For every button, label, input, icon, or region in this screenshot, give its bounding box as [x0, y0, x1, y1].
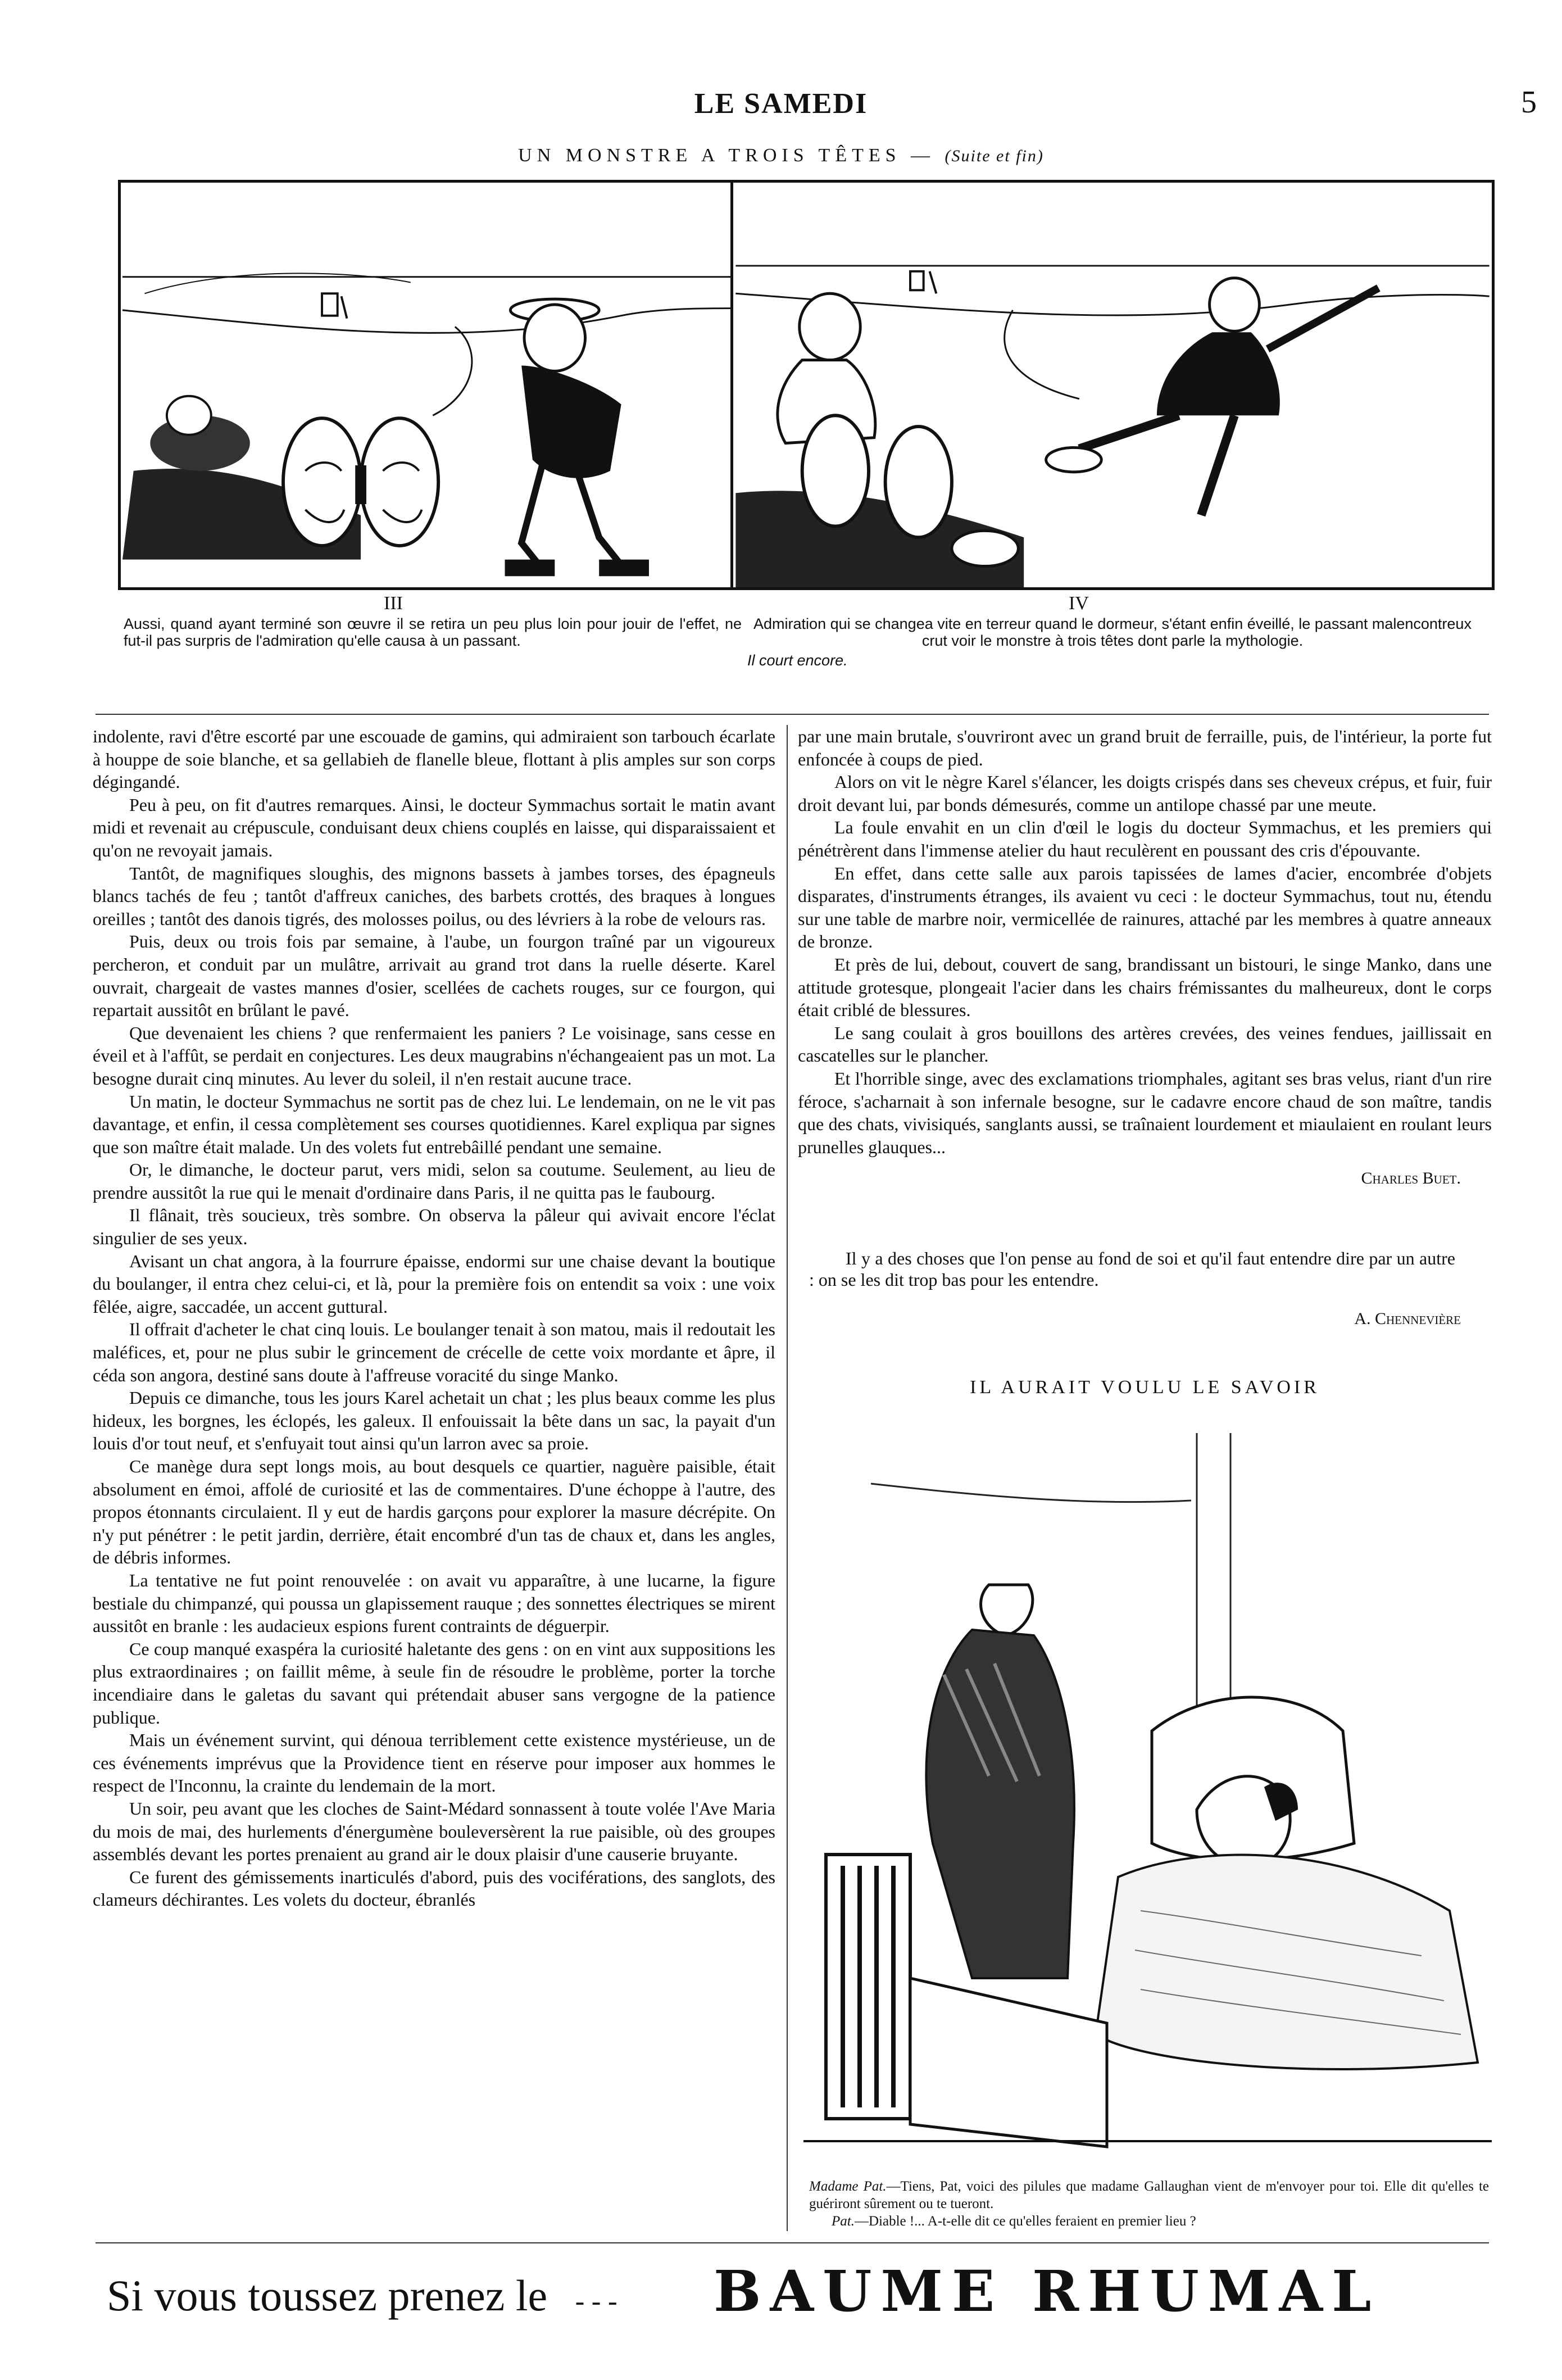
paragraph: Ce manège dura sept longs mois, au bout desquels ce quartier, naguère paisible, était absolument en émoi, affolé de curiosité et las de commentaires. D'une échoppe à l'autre, des propos étonnants circulaient. Il y eut de hardis garçons pour explorer la masure décrépite. On n'y put pénétrer : le petit jardin, derrière, était encombré d'un tas de chaux et, dans les angles, de débris informes.: [93, 1456, 775, 1568]
caption-line-2: [809, 2213, 1489, 2230]
ad-slogan: [107, 2270, 617, 2321]
comic-panel-4: [730, 180, 1495, 590]
caption-line-1: [809, 2178, 1489, 2213]
paragraph: Un matin, le docteur Symmachus ne sortit pas de chez lui. Le lendemain, on ne le vit pas davantage, et enfin, il cessa complètement ses courses quotidiennes. Karel expliqua par signes que son maître était malade. Un des volets fut entrebâillé pendant une semaine.: [93, 1091, 775, 1157]
quote-text: Il y a des choses que l'on pense au fond de soi et qu'il faut entendre dire par un autre : on se les dit trop bas pour les entendre.: [809, 1248, 1455, 1290]
author-signature: Charles Buet.: [1361, 1169, 1461, 1187]
strip-title-suffix: (Suite et fin): [945, 147, 1044, 165]
paragraph: Alors on vit le nègre Karel s'élancer, les doigts crispés dans ses cheveux crépus, et fuir, fuir droit devant lui, par bonds démesurés, comme un antilope chassé par une meute.: [798, 772, 1492, 815]
illustration-caption: [809, 2178, 1489, 2230]
panel-4-number: IV: [1069, 593, 1089, 614]
illustration-title: IL AURAIT VOULU LE SAVOIR: [970, 1377, 1320, 1398]
comic-panel-3: [118, 180, 773, 590]
paragraph: par une main brutale, s'ouvriront avec un grand bruit de ferraille, puis, de l'intérieur, la porte fut enfoncée à coups de pied.: [798, 726, 1492, 769]
ad-slogan-text: Si vous toussez prenez le: [107, 2271, 548, 2320]
panel-4-drawing: [733, 183, 1492, 587]
illustration-sick-man-in-bed: [803, 1416, 1492, 2164]
ad-product-name: BAUME RHUMAL: [714, 2258, 1381, 2324]
paragraph: Ce coup manqué exaspéra la curiosité haletante des gens : on en vint aux suppositions les plus extraordinaires ; on faillit même, à seule fin de résoudre le problème, porter la torche incendiaire dans le galetas du savant qui prétendait abuser sans vergogne de la patience publique.: [93, 1638, 775, 1728]
ad-dashes: - - -: [575, 2285, 617, 2316]
paragraph: Et l'horrible singe, avec des exclamations triomphales, agitant ses bras velus, riant d'un rire féroce, s'acharnait à son infernale besogne, sur le cadavre encore chaud de son maître, tandis que des chats, vivisiqués, sanglants aussi, se traînaient lourdement et miaulaient en roulant leurs prunelles glauques...: [798, 1068, 1492, 1157]
page-number: 5: [1521, 85, 1537, 120]
panel-4-caption-tail: Il court encore.: [747, 652, 848, 669]
paragraph: La tentative ne fut point renouvelée : on avait vu apparaître, à une lucarne, la figure bestiale du chimpanzé, qui poussa un glapissement rauque ; des sonnettes électriques se mirent aussitôt en branle : les audacieux espions furent contraints de déguerpir.: [93, 1570, 775, 1636]
strip-title-text: UN MONSTRE A TROIS TÊTES: [518, 145, 901, 166]
footer-divider: [96, 2242, 1489, 2243]
panel-3-caption: Aussi, quand ayant terminé son œuvre il se retira un peu plus loin pour jouir de l'effet, ne fut-il pas surpris de l'admiration qu'elle causa à un passant.: [124, 615, 742, 649]
paragraph: Mais un événement survint, qui dénoua terriblement cette existence mystérieuse, un de ces événements imprévus que la Providence tient en réserve pour imposer aux hommes le respect de l'Inconnu, la crainte du lendemain de la mort.: [93, 1730, 775, 1796]
paragraph: Depuis ce dimanche, tous les jours Karel achetait un chat ; les plus beaux comme les plus hideux, les borgnes, les éclopés, les galeux. Il enfouissait la bête dans un sac, la payait d'un louis d'or tout neuf, et s'enfuyait tout ainsi qu'un larron avec sa proie.: [93, 1388, 775, 1454]
panel-3-drawing: [121, 183, 770, 587]
paragraph: La foule envahit en un clin d'œil le logis du docteur Symmachus, et les premiers qui pénétrèrent dans l'immense atelier du haut reculèrent en poussant des cris d'épouvante.: [798, 817, 1492, 860]
caption-speaker-2: Pat.: [832, 2214, 855, 2229]
panel-4-caption: Admiration qui se changea vite en terreur quand le dormeur, s'étant enfin éveillé, le passant malencontreux crut voir le monstre à trois têtes dont parle la mythologie.: [753, 615, 1472, 649]
caption-text-2: —Diable !... A-t-elle dit ce qu'elles feraient en premier lieu ?: [854, 2214, 1196, 2229]
article-left-column: [93, 725, 775, 1911]
article-right-column: [798, 725, 1492, 1158]
paragraph: Puis, deux ou trois fois par semaine, à l'aube, un fourgon traîné par un vigoureux percheron, et conduit par un mulâtre, arrivait au grand trot dans la ruelle déserte. Karel ouvrait, chargeait de vastes mannes d'osier, scellées de cachets rouges, sur ce fourgon, qui repartait aussitôt en brûlant le pavé.: [93, 931, 775, 1021]
illustration-drawing: [803, 1416, 1492, 2164]
column-divider: [787, 725, 788, 2231]
caption-speaker-1: Madame Pat.: [809, 2179, 887, 2194]
panel-3-number: III: [384, 593, 403, 614]
paragraph: Avisant un chat angora, à la fourrure épaisse, endormi sur une chaise devant la boutique du boulanger, il entra chez celui-ci, et là, pour la première fois on entendit sa voix : une voix fêlée, aigre, saccadée, un accent guttural.: [93, 1250, 775, 1317]
paragraph: Un soir, peu avant que les cloches de Saint-Médard sonnassent à toute volée l'Ave Maria du mois de mai, des hurlements d'énergumène bouleversèrent la rue paisible, où des groupes assemblés devant les portes prenaient au grand air le doux plaisir d'une causerie bruyante.: [93, 1798, 775, 1865]
caption-text-1: —Tiens, Pat, voici des pilules que madame Gallaughan vient de m'envoyer pour toi. Elle dit qu'elles te guériront sûrement ou te tueront.: [809, 2179, 1489, 2211]
paragraph: Ce furent des gémissements inarticulés d'abord, puis des vociférations, des sanglots, des clameurs déchirantes. Les volets du docteur, ébranlés: [93, 1866, 775, 1910]
paragraph: Il flânait, très soucieux, très sombre. On observa la pâleur qui avivait encore l'éclat singulier de ses yeux.: [93, 1205, 775, 1249]
quote-signature: A. Chennevière: [1354, 1309, 1461, 1328]
comic-strip-title: UN MONSTRE A TROIS TÊTES — (Suite et fin): [518, 145, 1044, 166]
paragraph: En effet, dans cette salle aux parois tapissées de lames d'acier, encombrée d'objets disparates, d'instruments étranges, ils avaient vu ceci : le docteur Symmachus, tout nu, étendu sur une table de marbre noir, vermicellée de rainures, attaché par les membres à quatre anneaux de bronze.: [798, 863, 1492, 952]
paragraph: Peu à peu, on fit d'autres remarques. Ainsi, le docteur Symmachus sortait le matin avant midi et revenait au crépuscule, conduisant deux chiens couplés en laisse, qui disparaissaient et qu'on ne revoyait jamais.: [93, 794, 775, 860]
quote-block: [809, 1248, 1455, 1290]
paragraph: Le sang coulait à gros bouillons des artères crevées, des veines fendues, jaillissait en cascatelles sur le plancher.: [798, 1022, 1492, 1066]
header-divider: [96, 714, 1489, 715]
page-title: LE SAMEDI: [694, 88, 868, 120]
paragraph: Tantôt, de magnifiques sloughis, des mignons bassets à jambes torses, des épagneuls blancs tachés de feu ; tantôt d'affreux caniches, des barbets crottés, des braques à longues oreilles ; tantôt des danois tigrés, des molosses poilus, ou des lévriers à la robe de velours ras.: [93, 863, 775, 929]
paragraph: Que devenaient les chiens ? que renfermaient les paniers ? Le voisinage, sans cesse en éveil et à l'affût, se perdait en conjectures. Les deux maugrabins n'échangeaient pas un mot. La besogne durait cinq minutes. Au lever du soleil, il n'en restait aucune trace.: [93, 1022, 775, 1089]
paragraph: Or, le dimanche, le docteur parut, vers midi, selon sa coutume. Seulement, au lieu de prendre aussitôt la rue qui le menait d'ordinaire dans Paris, il ne quitta pas le faubourg.: [93, 1159, 775, 1203]
paragraph: Et près de lui, debout, couvert de sang, brandissant un bistouri, le singe Manko, dans une attitude grotesque, plongeait l'acier dans les chairs frémissantes du malheureux, dont le corps était criblé de blessures.: [798, 954, 1492, 1021]
paragraph: indolente, ravi d'être escorté par une escouade de gamins, qui admiraient son tarbouch écarlate à houppe de soie blanche, et sa gellabieh de flanelle bleue, flottant à plis amples sur son corps dégingandé.: [93, 726, 775, 792]
paragraph: Il offrait d'acheter le chat cinq louis. Le boulanger tenait à son matou, mais il redoutait les maléfices, et, pour ne plus subir le grincement de crécelle de cette voix mordante et âpre, il céda son angora, destiné sans doute à l'affreuse voracité du singe Manko.: [93, 1319, 775, 1385]
